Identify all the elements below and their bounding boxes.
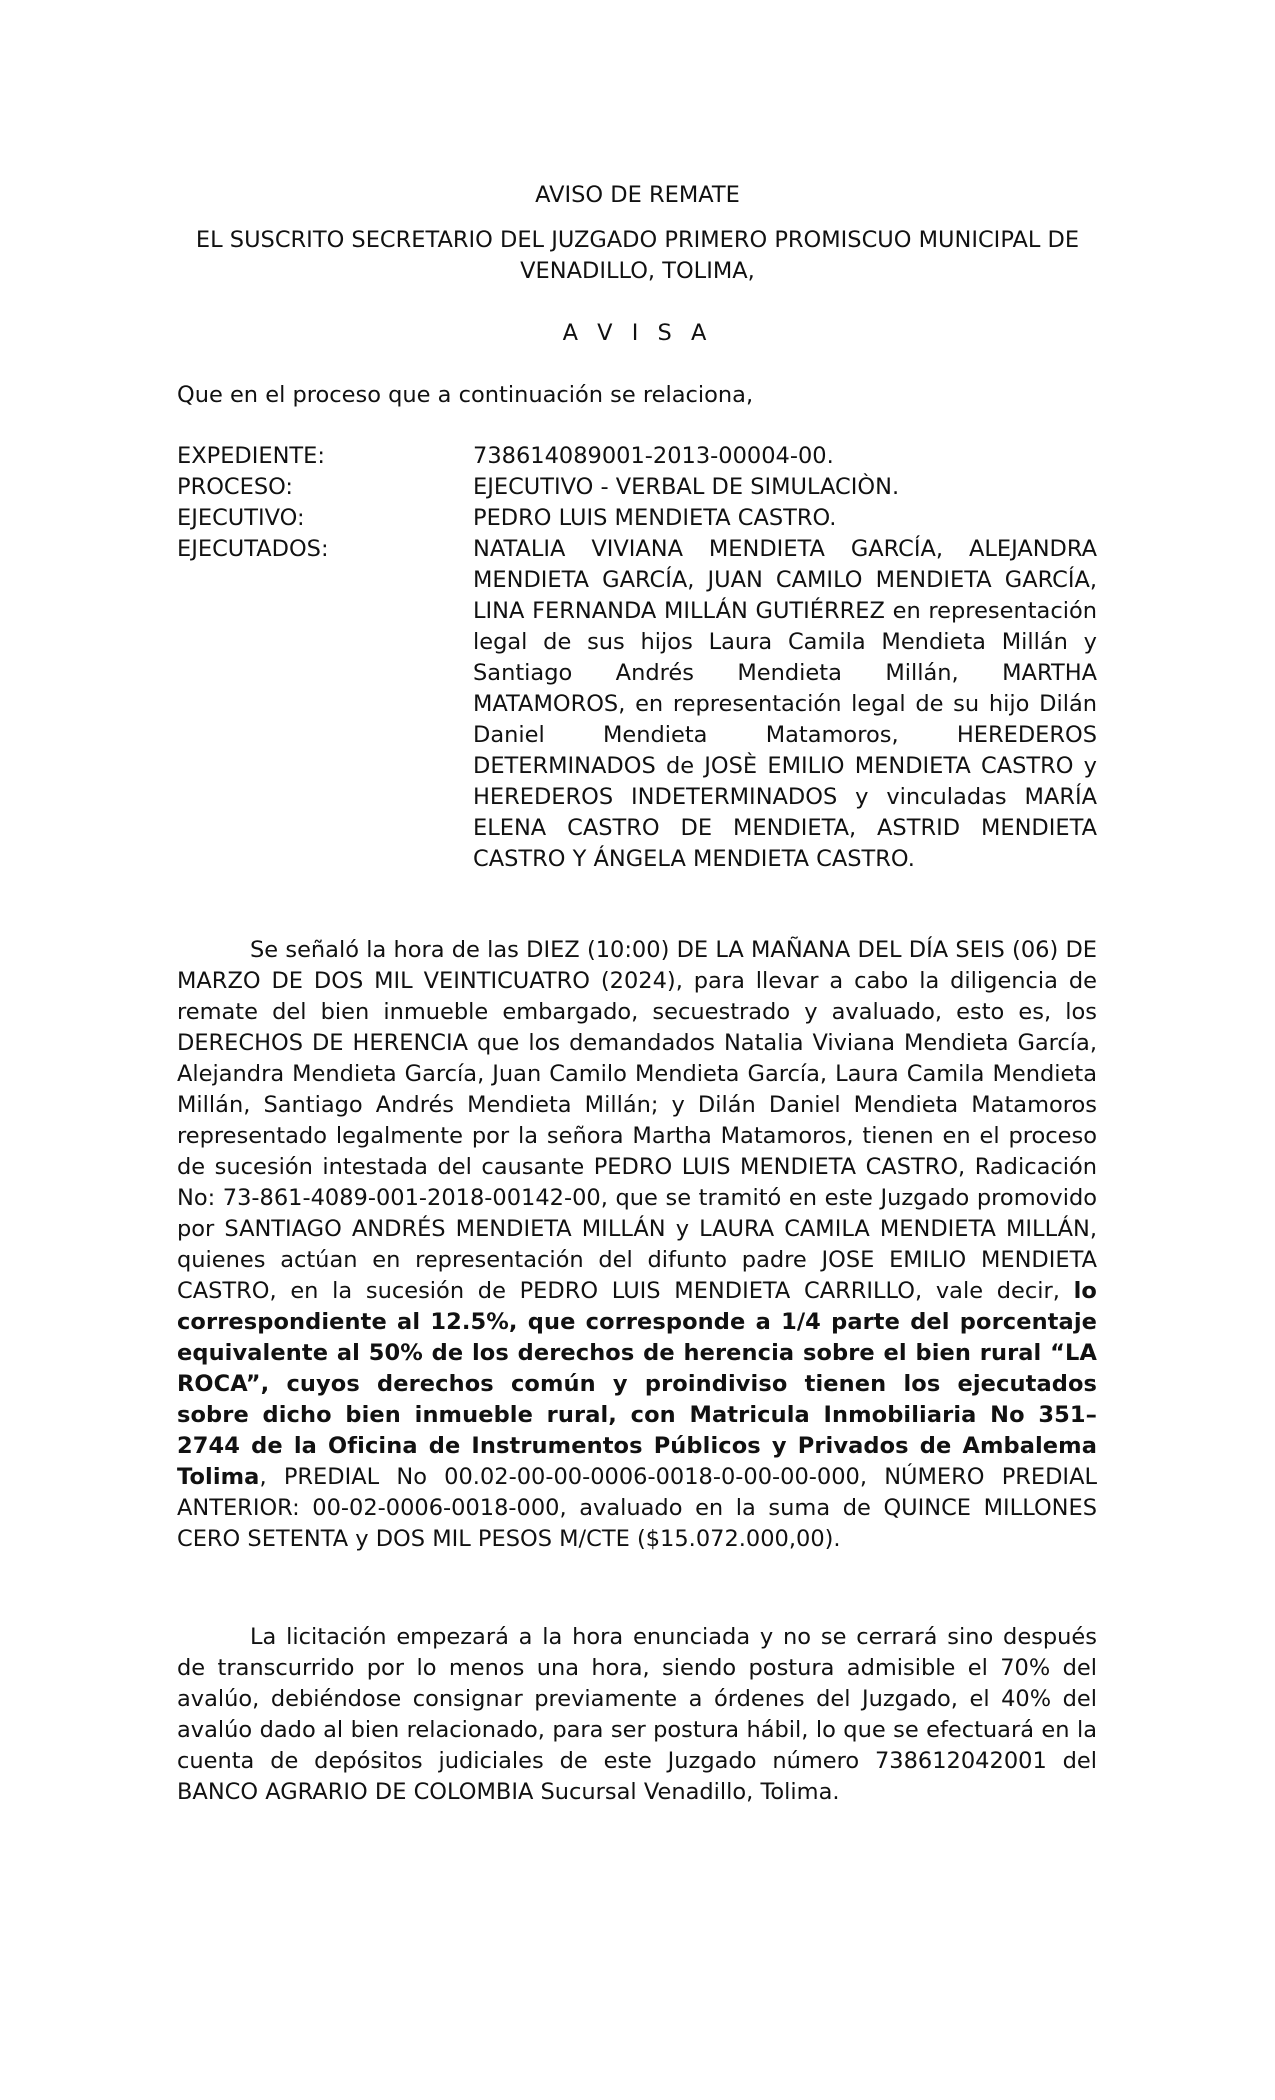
- issuer-heading: EL SUSCRITO SECRETARIO DEL JUZGADO PRIMERO PROMISCUO MUNICIPAL DE VENADILLO, TOLIMA,: [195, 227, 1080, 284]
- field-value: NATALIA VIVIANA MENDIETA GARCÍA, ALEJANDRA MENDIETA GARCÍA, JUAN CAMILO MENDIETA GARCÍA, LINA FERNANDA MILLÁN GUTIÉRREZ en representación legal de sus hijos Laura Camila Mendieta Millán y Santiago Andrés Mendieta Millán, MARTHA MATAMOROS, en representación legal de su hijo Dilán Daniel Mendieta Matamoros, HEREDEROS DETERMINADOS de JOSÈ EMILIO MENDIETA CASTRO y HEREDEROS INDETERMINADOS y vinculadas MARÍA ELENA CASTRO DE MENDIETA, ASTRID MENDIETA CASTRO Y ÁNGELA MENDIETA CASTRO.: [473, 536, 1097, 872]
- bidding-terms-paragraph: La licitación empezará a la hora enunciada y no se cerrará sino después de transcurrido por lo menos una hora, siendo postura admisible el 70% del avalúo, debiéndose consignar previamente a órdenes del Juzgado, el 40% del avalúo dado al bien relacionado, para ser postura hábil, lo que se efectuará en la cuenta de depósitos judiciales de este Juzgado número 738612042001 del BANCO AGRARIO DE COLOMBIA Sucursal Venadillo, Tolima.: [177, 1624, 1097, 1805]
- case-fields: [177, 441, 1097, 875]
- paragraph-text: , PREDIAL No 00.02-00-00-0006-0018-0-00-00-000, NÚMERO PREDIAL ANTERIOR: 00-02-0006-0018-000, avaluado en la suma de QUINCE MILLONES CERO SETENTA y DOS MIL PESOS M/CTE ($15.072.000,00).: [177, 1464, 1097, 1552]
- field-row-expediente: [177, 441, 1097, 472]
- field-row-ejecutados: [177, 534, 1097, 875]
- field-value: EJECUTIVO - VERBAL DE SIMULACIÒN.: [473, 474, 900, 500]
- field-value: PEDRO LUIS MENDIETA CASTRO.: [473, 505, 837, 531]
- field-label: PROCESO:: [177, 474, 294, 500]
- field-value: 738614089001-2013-00004-00.: [473, 443, 834, 469]
- field-label: EJECUTIVO:: [177, 505, 305, 531]
- paragraph-bold-text: lo correspondiente al 12.5%, que corresponde a 1/4 parte del porcentaje equivalente al 50% de los derechos de herencia sobre el bien rural “LA ROCA”, cuyos derechos común y proindiviso tienen los ejecutados sobre dicho bien inmueble rural, con Matricula Inmobiliaria No 351–2744 de la Oficina de Instrumentos Públicos y Privados de Ambalema Tolima: [177, 1278, 1097, 1490]
- field-row-ejecutivo: [177, 503, 1097, 534]
- paragraph-text: Se señaló la hora de las DIEZ (10:00) DE LA MAÑANA DEL DÍA SEIS (06) DE MARZO DE DOS MIL VEINTICUATRO (2024), para llevar a cabo la diligencia de remate del bien inmueble embargado, secuestrado y avaluado, esto es, los DERECHOS DE HERENCIA que los demandados Natalia Viviana Mendieta García, Alejandra Mendieta García, Juan Camilo Mendieta García, Laura Camila Mendieta Millán, Santiago Andrés Mendieta Millán; y Dilán Daniel Mendieta Matamoros representado legalmente por la señora Martha Matamoros, tienen en el proceso de sucesión intestada del causante PEDRO LUIS MENDIETA CASTRO, Radicación No: 73-861-4089-001-2018-00142-00, que se tramitó en este Juzgado promovido por SANTIAGO ANDRÉS MENDIETA MILLÁN y LAURA CAMILA MENDIETA MILLÁN, quienes actúan en representación del difunto padre JOSE EMILIO MENDIETA CASTRO, en la sucesión de PEDRO LUIS MENDIETA CARRILLO, vale decir,: [177, 937, 1097, 1304]
- field-label: EXPEDIENTE:: [177, 443, 325, 469]
- document-title: AVISO DE REMATE: [535, 182, 740, 208]
- auction-details-paragraph: [177, 935, 1097, 1555]
- avisa-heading: A V I S A: [562, 320, 713, 346]
- field-label: EJECUTADOS:: [177, 536, 329, 562]
- field-row-proceso: [177, 472, 1097, 503]
- intro-text: Que en el proceso que a continuación se relaciona,: [177, 382, 754, 408]
